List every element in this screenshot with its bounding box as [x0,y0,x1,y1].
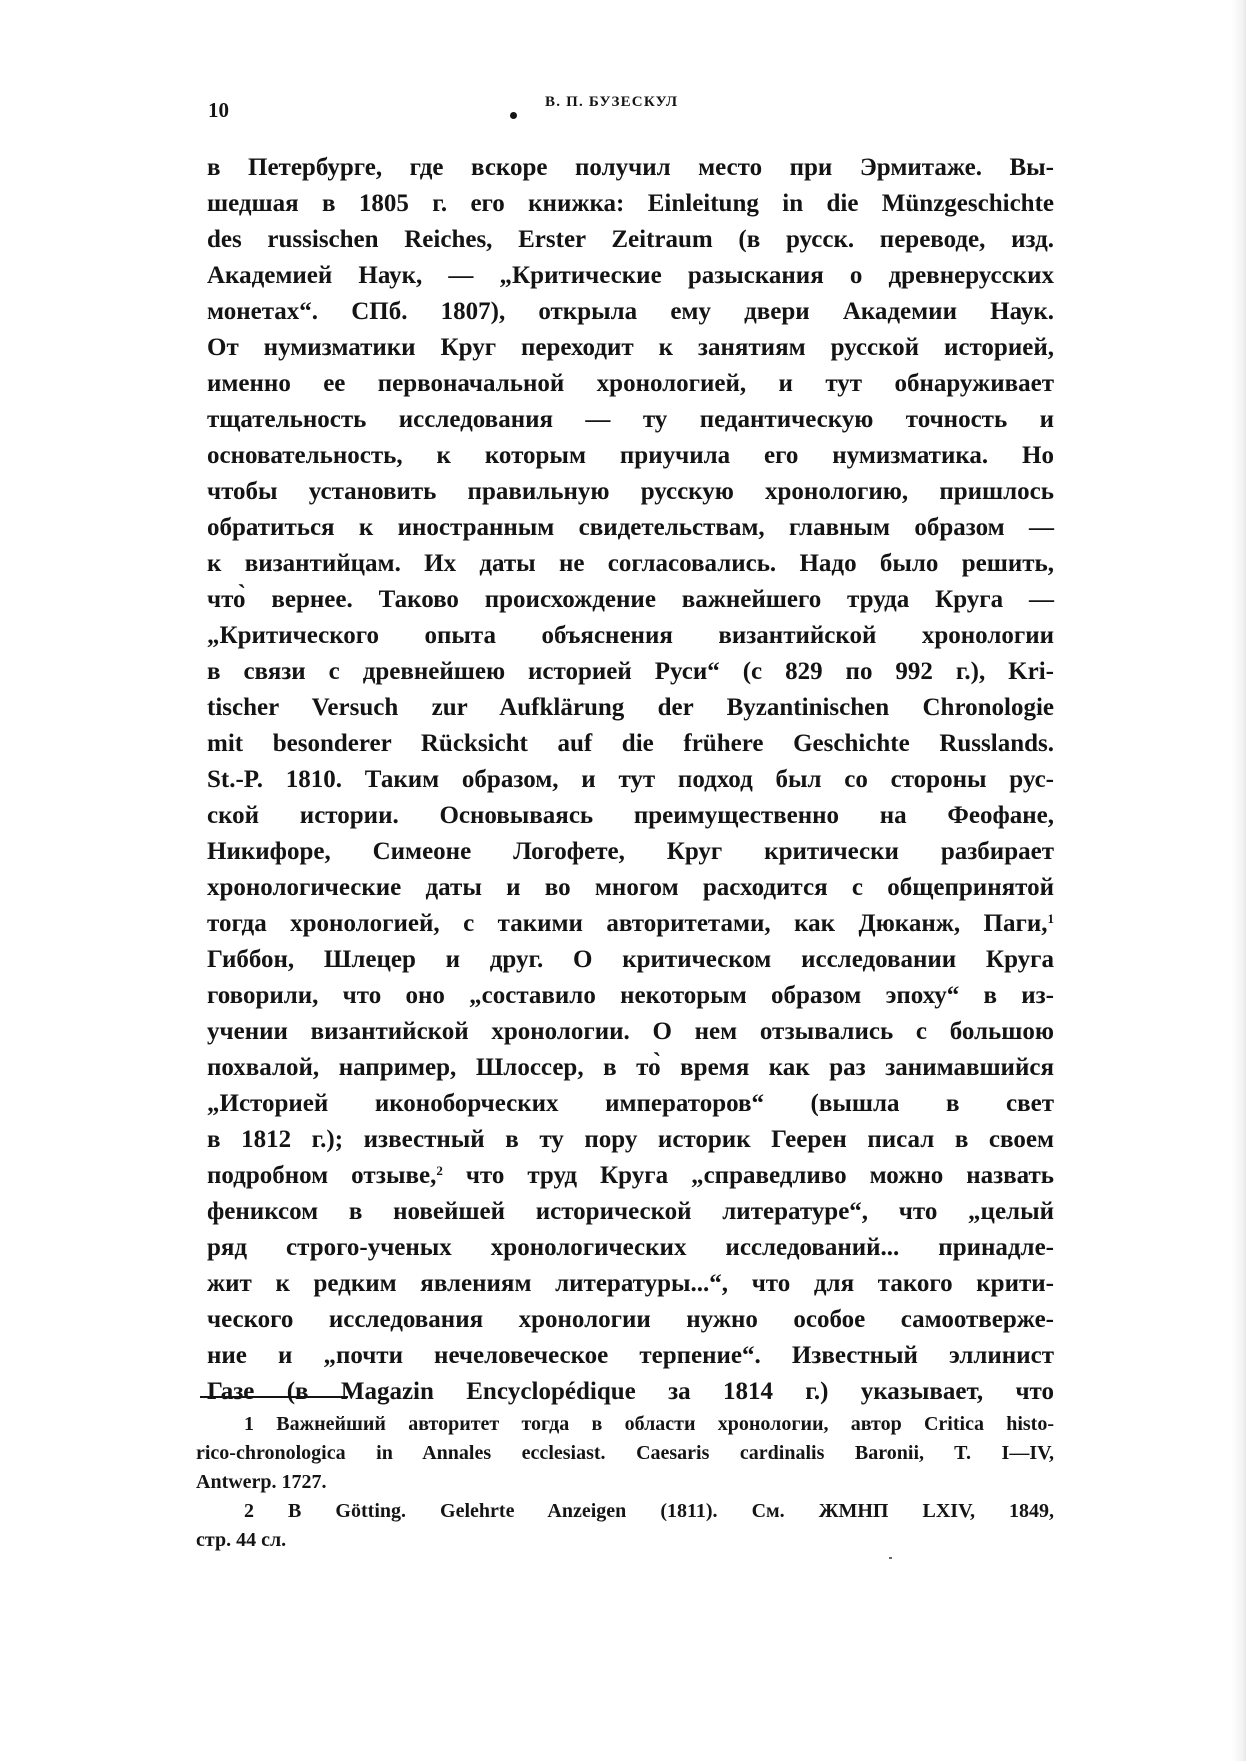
line-text: тогда хронологией, с такими авторитетами, как Дюканж, Паги, [207,910,1048,937]
text-line: к византийцам. Их даты не согласовались. Надо было решить, [207,550,1054,577]
text-line: „Критического опыта объяснения византийской хронологии [207,622,1054,649]
body-text [207,150,1054,1410]
text-line: обратиться к иностранным свидетельствам, главным образом — [207,514,1054,541]
footnote-ref-2: 2 [436,1163,443,1178]
line-text: подробном отзыве, [207,1162,437,1189]
footnote-line: rico-chronologica in Annales ecclesiast. Caesaris cardinalis Baronii, T. I—IV, [196,1442,1054,1464]
text-line: ческого исследования хронологии нужно особое самоотверже- [207,1306,1054,1333]
text-line: Никифоре, Симеоне Логофете, Круг критически разбирает [207,838,1054,865]
footnote-line: 2 В Götting. Gelehrte Anzeigen (1811). См. ЖМНП LXIV, 1849, [244,1500,1054,1522]
footnote-line: стр. 44 сл. [196,1529,287,1551]
text-line: что̀ вернее. Таково происхождение важнейшего труда Круга — [207,586,1054,613]
text-line: „Историей иконоборческих императоров“ (вышла в свет [207,1090,1054,1117]
text-line [207,1158,1054,1194]
footnote-ref-1: 1 [1047,911,1054,926]
text-line: учении византийской хронологии. О нем отзывались с большою [207,1018,1054,1045]
text-line: ряд строго-ученых хронологических исследований... принадле- [207,1234,1054,1261]
text-line: mit besonderer Rücksicht auf die frühere Geschichte Russlands. [207,730,1054,757]
text-line: фениксом в новейшей исторической литературе“, что „целый [207,1198,1054,1225]
line-text-tail: что труд Круга „справедливо можно назвать [442,1162,1054,1189]
text-line: шедшая в 1805 г. его книжка: Einleitung in die Münzgeschichte [207,190,1054,217]
footnotes [196,1410,1054,1555]
text-line: именно ее первоначальной хронологией, и тут обнаруживает [207,370,1054,397]
scan-speck [889,1557,892,1559]
ornament-dot [510,112,517,119]
footnote-line: Antwerp. 1727. [196,1471,327,1493]
text-line: Газе (в Magazin Encyclopédique за 1814 г.) указывает, что [207,1378,1054,1405]
text-line: основательность, к которым приучила его нумизматика. Но [207,442,1054,469]
page-edge [1232,0,1246,1761]
text-line: чтобы установить правильную русскую хронологию, пришлось [207,478,1054,505]
text-line: tischer Versuch zur Aufklärung der Byzantinischen Chronologie [207,694,1054,721]
text-line: похвалой, например, Шлоссер, в то̀ время как раз занимавшийся [207,1054,1054,1081]
text-line: St.-P. 1810. Таким образом, и тут подход был со стороны рус- [207,766,1054,793]
running-title: В. П. БУЗЕСКУЛ [545,94,679,110]
running-head [208,94,1054,128]
text-line: ние и „почти нечеловеческое терпение“. Известный эллинист [207,1342,1054,1369]
text-line: ской истории. Основываясь преимущественно на Феофане, [207,802,1054,829]
text-line: жит к редким явлениям литературы...“, что для такого крити- [207,1270,1054,1297]
text-line: Гиббон, Шлецер и друг. О критическом исследовании Круга [207,946,1054,973]
text-line: хронологические даты и во многом расходится с общепринятой [207,874,1054,901]
footnote-line: 1 Важнейший авторитет тогда в области хронологии, автор Critica histo- [244,1413,1054,1435]
text-line: в Петербурге, где вскоре получил место при Эрмитаже. Вы- [207,154,1054,181]
text-line [207,906,1054,942]
text-line: монетах“. СПб. 1807), открыла ему двери Академии Наук. [207,298,1054,325]
text-line: в связи с древнейшею историей Руси“ (с 829 по 992 г.), Kri- [207,658,1054,685]
text-line: des russischen Reiches, Erster Zeitraum (в русск. переводе, изд. [207,226,1054,253]
footnote-divider [200,1396,348,1398]
text-line: в 1812 г.); известный в ту пору историк Геерен писал в своем [207,1126,1054,1153]
text-line: тщательность исследования — ту педантическую точность и [207,406,1054,433]
text-line: говорили, что оно „составило некоторым образом эпоху“ в из- [207,982,1054,1009]
page-number: 10 [208,98,229,122]
text-line: Академией Наук, — „Критические разыскания о древнерусских [207,262,1054,289]
text-line: От нумизматики Круг переходит к занятиям русской историей, [207,334,1054,361]
